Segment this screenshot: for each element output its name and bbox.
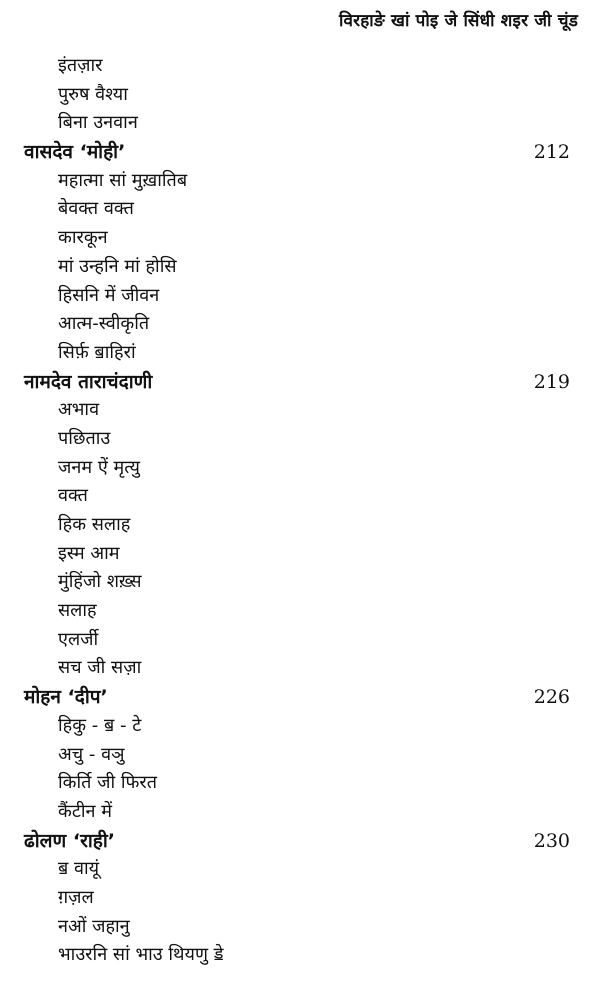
toc-work-entry — [0, 941, 600, 970]
work-title: सलाह — [58, 600, 97, 622]
toc-work-entry — [0, 884, 600, 913]
work-title: मुंहिंजो शख़्स — [58, 571, 142, 593]
work-title: हिकु - ॿ - टे — [58, 714, 142, 736]
work-title: आत्म-स्वीकृति — [58, 313, 150, 335]
toc-work-entry — [0, 798, 600, 827]
toc-work-entry — [0, 741, 600, 770]
toc-work-entry — [0, 253, 600, 282]
author-name: ढोलण ‘राही’ — [24, 829, 115, 852]
toc-work-entry — [0, 769, 600, 798]
toc-work-entry — [0, 167, 600, 196]
toc-work-entry — [0, 482, 600, 511]
work-title: वक्त — [58, 485, 88, 507]
work-title: पुरुष वैश्या — [58, 83, 128, 105]
toc-author-entry — [0, 827, 600, 856]
toc-author-entry — [0, 683, 600, 712]
toc-work-entry — [0, 654, 600, 683]
toc-work-entry — [0, 224, 600, 253]
toc-work-entry — [0, 626, 600, 655]
toc-work-entry — [0, 339, 600, 368]
toc-author-entry — [0, 368, 600, 397]
toc-work-entry — [0, 52, 600, 81]
work-title: अचु - वञु — [58, 743, 125, 765]
table-of-contents — [0, 52, 600, 970]
toc-work-entry — [0, 454, 600, 483]
work-title: सच जी सज़ा — [58, 657, 142, 679]
author-name: वासदेव ‘मोही’ — [24, 141, 126, 164]
work-title: एलर्जी — [58, 628, 99, 650]
work-title: ॿ वायूं — [58, 858, 100, 880]
toc-work-entry — [0, 282, 600, 311]
work-title: सिर्फ़ ॿाहिरां — [58, 341, 136, 363]
work-title: भाउरनि सां भाउ थियणु ॾे — [58, 944, 224, 966]
toc-work-entry — [0, 109, 600, 138]
page-number: 219 — [533, 370, 570, 393]
work-title: नओं जहानु — [58, 915, 130, 937]
toc-work-entry — [0, 511, 600, 540]
work-title: किर्ति जी फिरत — [58, 772, 158, 794]
page-number: 230 — [533, 829, 570, 852]
running-header: विरहाङे खां पोइ जे सिंधी शइर जी चूंड — [339, 11, 578, 31]
work-title: बिना उनवान — [58, 112, 138, 134]
work-title: बेवक्त वक्त — [58, 198, 134, 220]
toc-work-entry — [0, 597, 600, 626]
work-title: ग़ज़ल — [58, 886, 94, 908]
work-title: कैंटीन में — [58, 800, 113, 822]
work-title: पछिताउ — [58, 427, 111, 449]
work-title: इंतज़ार — [58, 55, 103, 76]
page-number: 226 — [533, 686, 570, 709]
work-title: जनम ऐं मृत्यु — [58, 456, 140, 478]
work-title: मां उन्हनि मां होसि — [58, 255, 177, 277]
toc-work-entry — [0, 913, 600, 942]
work-title: हिक सलाह — [58, 514, 131, 535]
toc-work-entry — [0, 540, 600, 569]
toc-work-entry — [0, 712, 600, 741]
toc-work-entry — [0, 855, 600, 884]
work-title: हिसनि में जीवन — [58, 284, 160, 306]
page-number: 212 — [533, 141, 570, 164]
toc-work-entry — [0, 81, 600, 110]
toc-work-entry — [0, 195, 600, 224]
toc-work-entry — [0, 568, 600, 597]
author-name: नामदेव ताराचंदाणी — [24, 370, 153, 393]
toc-work-entry — [0, 310, 600, 339]
work-title: अभाव — [58, 399, 100, 421]
work-title: कारकून — [58, 227, 108, 249]
work-title: महात्मा सां मुख़ातिब — [58, 169, 188, 191]
toc-author-entry — [0, 138, 600, 167]
toc-work-entry — [0, 425, 600, 454]
author-name: मोहन ‘दीप’ — [24, 686, 108, 709]
work-title: इस्म आम — [58, 542, 120, 564]
toc-work-entry — [0, 396, 600, 425]
